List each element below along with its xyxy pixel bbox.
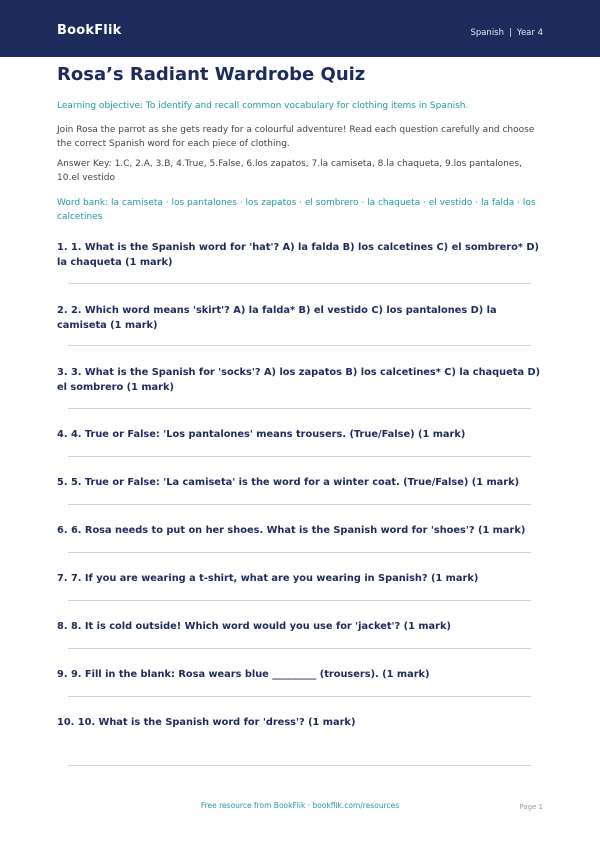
- intro-text: Join Rosa the parrot as she gets ready for a colourful adventure! Read each question carefully and choose the correct Spanish word for each piece of clothing.: [57, 125, 535, 149]
- question-9: 9. 9. Fill in the blank: Rosa wears blue _________ (trousers). (1 mark): [57, 669, 430, 680]
- question-7: 7. 7. If you are wearing a t-shirt, what are you wearing in Spanish? (1 mark): [57, 573, 479, 584]
- page-number: Page 1: [519, 803, 543, 811]
- learning-objective: Learning objective: To identify and recall common vocabulary for clothing items in Spanish.: [57, 101, 469, 111]
- question-3: 3. 3. What is the Spanish for 'socks'? A) los zapatos B) los calcetines* C) la chaqueta D) el sombrero (1 mark): [57, 367, 541, 393]
- page-title: Rosa’s Radiant Wardrobe Quiz: [57, 64, 366, 85]
- header-meta: [470, 28, 543, 38]
- answer-line-1[interactable]: [68, 283, 531, 284]
- answer-line-9[interactable]: [68, 696, 531, 697]
- answer-line-10[interactable]: [68, 765, 531, 766]
- question-6: 6. 6. Rosa needs to put on her shoes. What is the Spanish word for 'shoes'? (1 mark): [57, 525, 526, 536]
- separator: |: [509, 28, 512, 38]
- question-2: 2. 2. Which word means 'skirt'? A) la falda* B) el vestido C) los pantalones D) la camiseta (1 mark): [57, 305, 497, 331]
- question-5: 5. 5. True or False: 'La camiseta' is the word for a winter coat. (True/False) (1 mark): [57, 477, 520, 488]
- question-10: 10. 10. What is the Spanish word for 'dress'? (1 mark): [57, 717, 356, 728]
- answer-line-8[interactable]: [68, 648, 531, 649]
- answer-key: Answer Key: 1.C, 2.A, 3.B, 4.True, 5.False, 6.los zapatos, 7.la camiseta, 8.la chaqueta, 9.los pantalones, 10.el vestido: [57, 159, 522, 183]
- word-bank: Word bank: la camiseta · los pantalones · los zapatos · el sombrero · la chaqueta · el vestido · la falda · los calcetines: [57, 198, 536, 222]
- question-1: 1. 1. What is the Spanish word for 'hat'? A) la falda B) los calcetines C) el sombrero* D) la chaqueta (1 mark): [57, 242, 539, 268]
- year-label: Year 4: [516, 28, 543, 38]
- answer-line-2[interactable]: [68, 345, 531, 346]
- brand-logo[interactable]: BookFlik: [57, 23, 122, 38]
- answer-line-6[interactable]: [68, 552, 531, 553]
- footer-note[interactable]: Free resource from BookFlik · bookflik.com/resources: [200, 801, 400, 810]
- question-4: 4. 4. True or False: 'Los pantalones' means trousers. (True/False) (1 mark): [57, 429, 466, 440]
- answer-line-4[interactable]: [68, 456, 531, 457]
- question-8: 8. 8. It is cold outside! Which word would you use for 'jacket'? (1 mark): [57, 621, 451, 632]
- subject-label: Spanish: [470, 28, 505, 38]
- answer-line-3[interactable]: [68, 408, 531, 409]
- answer-line-5[interactable]: [68, 504, 531, 505]
- header-bar: [0, 0, 600, 57]
- answer-line-7[interactable]: [68, 600, 531, 601]
